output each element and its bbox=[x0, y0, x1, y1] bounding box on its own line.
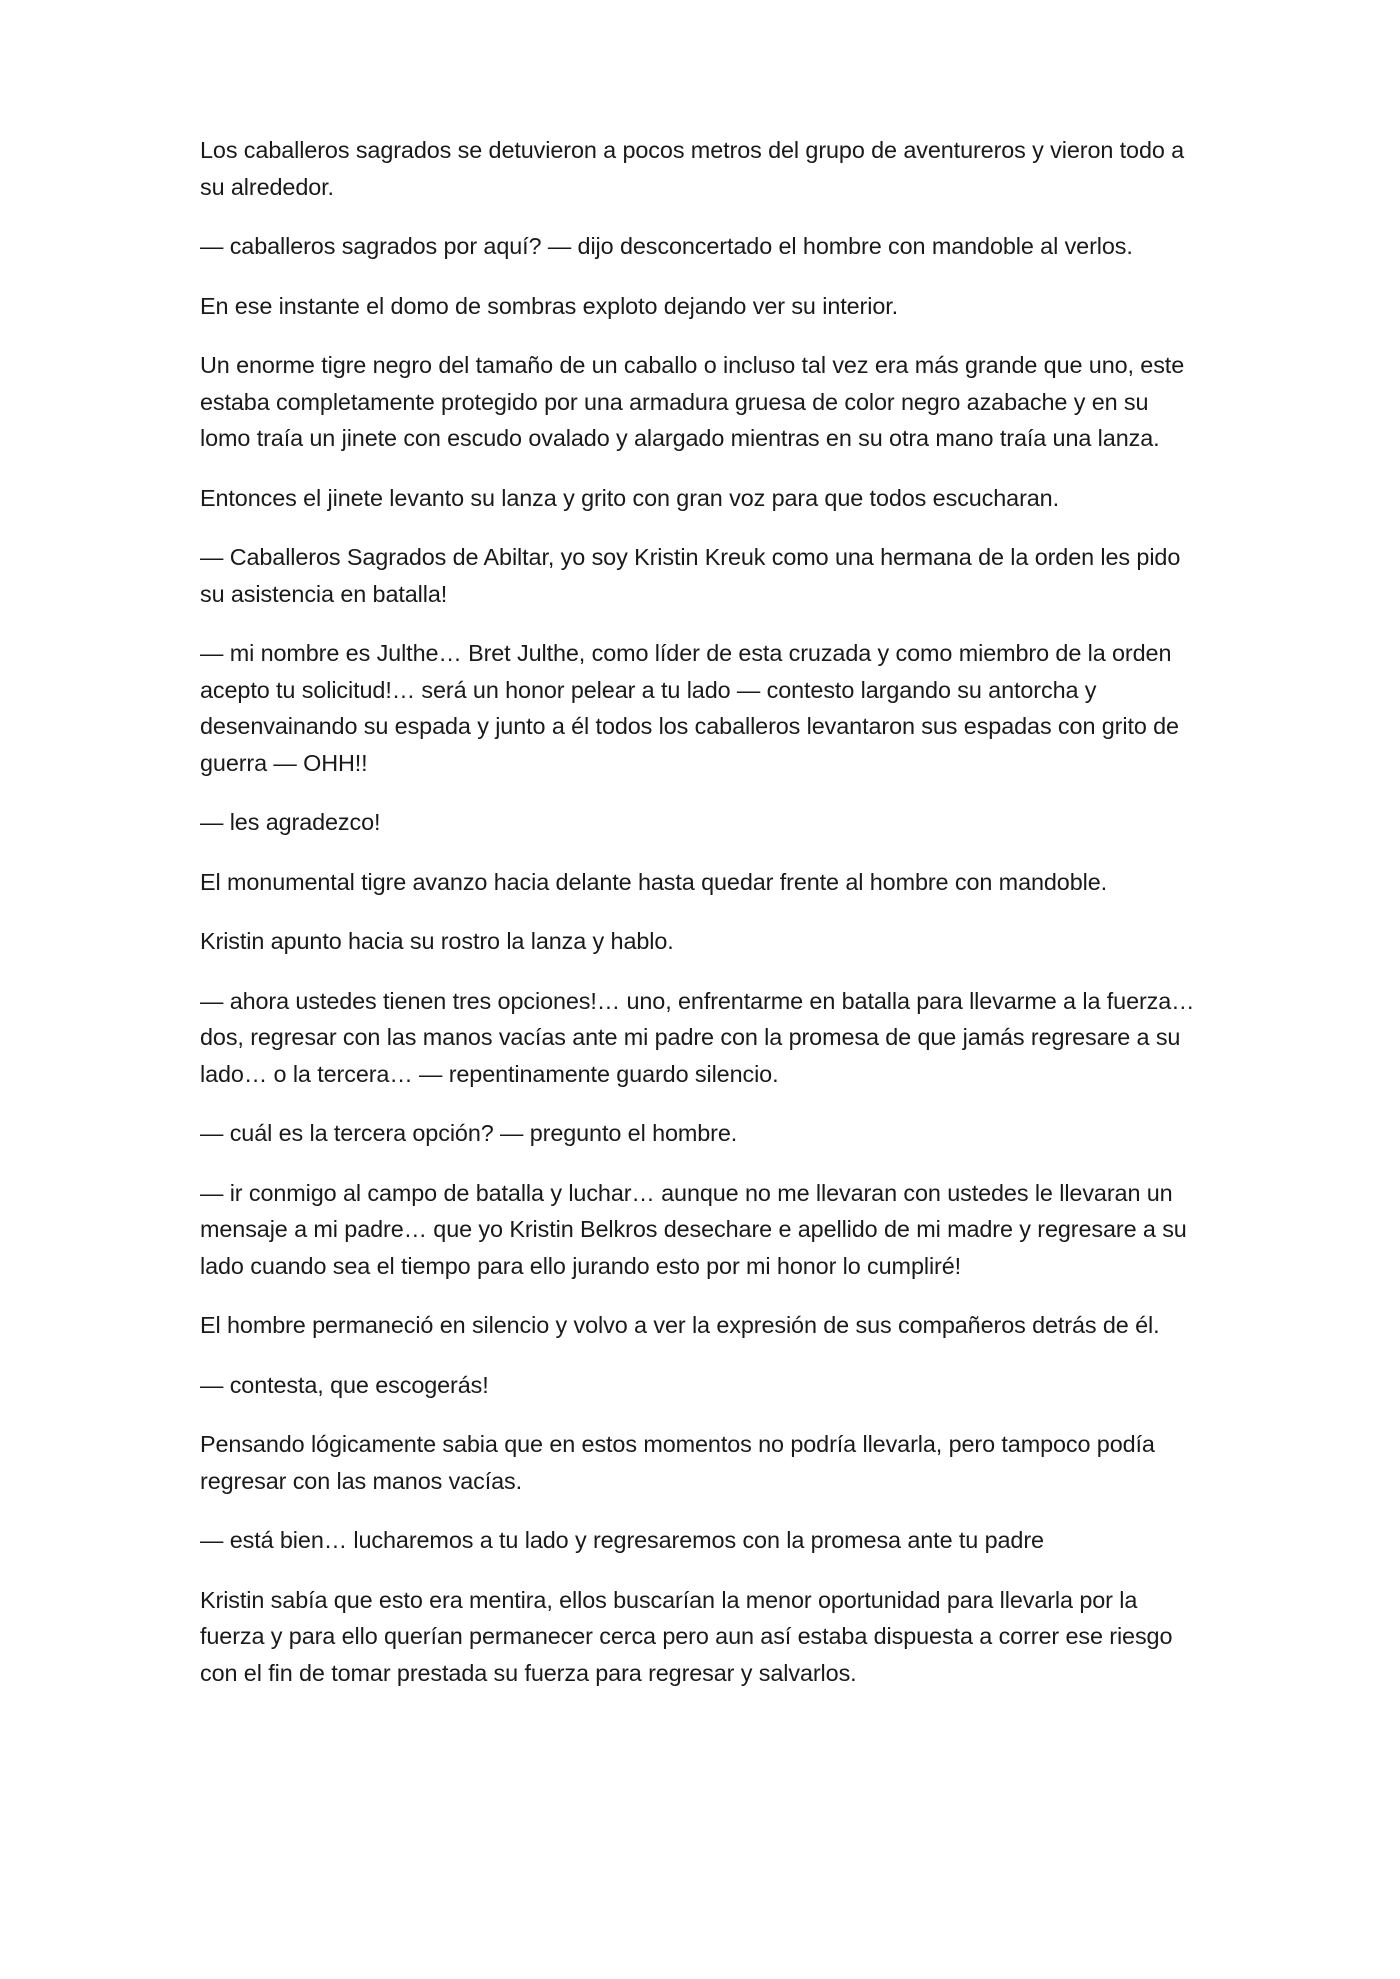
document-body bbox=[200, 132, 1205, 1714]
paragraph: — contesta, que escogerás! bbox=[200, 1371, 489, 1398]
paragraph: — mi nombre es Julthe… Bret Julthe, como líder de esta cruzada y como miembro de la orden acepto tu solicitud!… será un honor pelear a tu lado — contesto largando su antorcha y desenvainando su espada y junto a él todos los caballeros levantaron sus espadas con grito de guerra — OHH!! bbox=[200, 640, 1179, 776]
paragraph: En ese instante el domo de sombras exploto dejando ver su interior. bbox=[200, 292, 899, 319]
paragraph: — cuál es la tercera opción? — pregunto el hombre. bbox=[200, 1120, 738, 1146]
paragraph: Un enorme tigre negro del tamaño de un caballo o incluso tal vez era más grande que uno, este estaba completamente protegido por una armadura gruesa de color negro azabache y en su lomo traía un jinete con escudo ovalado y alargado mientras en su otra mano traía una lanza. bbox=[200, 352, 1185, 451]
paragraph: Los caballeros sagrados se detuvieron a pocos metros del grupo de aventureros y vieron todo a su alrededor. bbox=[200, 137, 1185, 200]
paragraph: — ahora ustedes tienen tres opciones!… uno, enfrentarme en batalla para llevarme a la fuerza… dos, regresar con las manos vacías ante mi padre con la promesa de que jamás regresare a su lado… o la tercera… — repentinamente guardo silencio. bbox=[200, 987, 1195, 1087]
paragraph: Kristin apunto hacia su rostro la lanza y hablo. bbox=[200, 928, 674, 954]
paragraph: El monumental tigre avanzo hacia delante hasta quedar frente al hombre con mandoble. bbox=[200, 868, 1108, 895]
paragraph: Entonces el jinete levanto su lanza y grito con gran voz para que todos escucharan. bbox=[200, 484, 1059, 511]
paragraph: — caballeros sagrados por aquí? — dijo desconcertado el hombre con mandoble al verlos. bbox=[200, 233, 1133, 259]
paragraph: — está bien… lucharemos a tu lado y regresaremos con la promesa ante tu padre bbox=[200, 1527, 1044, 1553]
paragraph: Pensando lógicamente sabia que en estos momentos no podría llevarla, pero tampoco podía regresar con las manos vacías. bbox=[200, 1431, 1155, 1494]
paragraph: — les agradezco! bbox=[200, 809, 381, 835]
paragraph: — ir conmigo al campo de batalla y luchar… aunque no me llevaran con ustedes le llevaran un mensaje a mi padre… que yo Kristin Belkros desechare e apellido de mi madre y regresare a su lado cuando sea el tiempo para ello jurando esto por mi honor lo cumpliré! bbox=[200, 1179, 1187, 1279]
paragraph: Kristin sabía que esto era mentira, ellos buscarían la menor oportunidad para llevarla por la fuerza y para ello querían permanecer cerca pero aun así estaba dispuesta a correr ese riesgo con el fin de tomar prestada su fuerza para regresar y salvarlos. bbox=[200, 1586, 1173, 1686]
paragraph: — Caballeros Sagrados de Abiltar, yo soy Kristin Kreuk como una hermana de la orden les pido su asistencia en batalla! bbox=[200, 544, 1181, 607]
paragraph: El hombre permaneció en silencio y volvo a ver la expresión de sus compañeros detrás de él. bbox=[200, 1312, 1160, 1338]
